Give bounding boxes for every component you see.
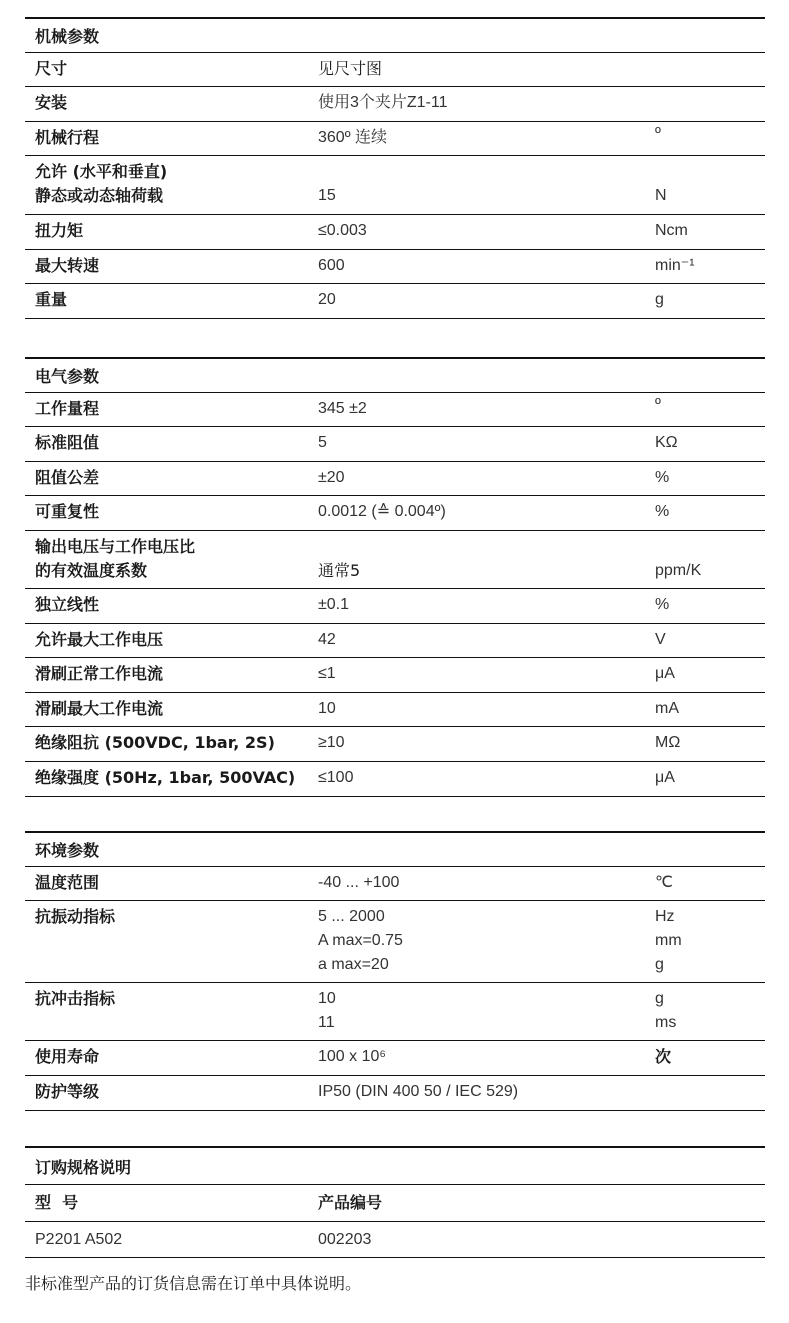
- param-label: 机械行程: [35, 128, 100, 147]
- param-unit: Ncm: [655, 222, 688, 239]
- param-value: IP50 (DIN 400 50 / IEC 529): [318, 1083, 519, 1100]
- param-label: 温度范围: [35, 873, 100, 892]
- model-number: P2201 A502: [35, 1231, 123, 1248]
- table-row: [25, 658, 765, 693]
- table-row: [25, 393, 765, 427]
- table-row: [25, 427, 765, 462]
- param-label: 工作量程: [35, 399, 100, 418]
- param-value: ≤100: [318, 769, 354, 786]
- param-label: 独立线性: [35, 595, 100, 614]
- param-unit: min⁻¹: [655, 257, 695, 274]
- param-unit: V: [655, 631, 666, 648]
- section-title: 电气参数: [35, 367, 100, 386]
- param-label-line1: 输出电压与工作电压比: [35, 537, 196, 556]
- param-value: 42: [318, 631, 336, 648]
- table-row: [25, 762, 765, 797]
- table-header-row: [25, 1185, 765, 1222]
- table-row: [25, 727, 765, 762]
- param-label: 绝缘强度 (50Hz, 1bar, 500VAC): [35, 768, 296, 787]
- param-label: 绝缘阻抗 (500VDC, 1bar, 2S): [35, 733, 275, 752]
- param-value: 10: [318, 700, 336, 717]
- product-code: 002203: [318, 1231, 372, 1248]
- table-row: [25, 1222, 765, 1258]
- table-row: [25, 496, 765, 531]
- section-title: 环境参数: [35, 841, 100, 860]
- param-value: 0.0012 (≙ 0.004º): [318, 503, 446, 520]
- param-label: 安装: [35, 93, 68, 112]
- table-row: [25, 284, 765, 319]
- table-row: [25, 589, 765, 624]
- param-label-line1: 允许 (水平和垂直): [35, 162, 168, 181]
- table-row: [25, 122, 765, 156]
- param-label: 尺寸: [35, 59, 68, 78]
- param-value: ±20: [318, 469, 345, 486]
- param-unit: g: [655, 990, 664, 1007]
- footer-note: 非标准型产品的订货信息需在订单中具体说明。: [25, 1274, 362, 1293]
- table-row: [25, 983, 765, 1041]
- param-unit: mm: [655, 932, 682, 949]
- table-row: [25, 87, 765, 122]
- section-header: [25, 357, 765, 393]
- mechanical-section: [25, 17, 765, 319]
- param-unit: ppm/K: [655, 562, 702, 579]
- param-unit: º: [655, 125, 661, 142]
- column-header-code: 产品编号: [318, 1193, 383, 1212]
- param-value: 见尺寸图: [318, 59, 383, 78]
- param-label: 扭力矩: [35, 221, 84, 240]
- table-row: [25, 1076, 765, 1111]
- param-label: 最大转速: [35, 256, 100, 275]
- param-label: 抗振动指标: [35, 907, 116, 926]
- table-row: [25, 693, 765, 727]
- table-row: [25, 462, 765, 496]
- param-value: 5: [318, 434, 327, 451]
- environment-section: [25, 831, 765, 1111]
- param-value: 5 ... 2000: [318, 908, 385, 925]
- param-value: 100 x 10⁶: [318, 1048, 386, 1065]
- param-unit: ms: [655, 1014, 677, 1031]
- param-unit: º: [655, 396, 661, 413]
- param-value: ≤0.003: [318, 222, 367, 239]
- param-value: 360º 连续: [318, 129, 387, 146]
- param-value: 使用3个夹片Z1-11: [318, 94, 448, 111]
- table-row: [25, 867, 765, 901]
- param-value: -40 ... +100: [318, 874, 400, 891]
- param-label: 抗冲击指标: [35, 989, 116, 1008]
- param-unit: mA: [655, 700, 679, 717]
- param-value: ±0.1: [318, 596, 350, 613]
- param-label: 阻值公差: [35, 468, 100, 487]
- section-title: 机械参数: [35, 27, 100, 46]
- table-row: [25, 531, 765, 589]
- section-header: [25, 1146, 765, 1185]
- table-row: [25, 250, 765, 284]
- table-row: [25, 53, 765, 87]
- table-row: [25, 215, 765, 250]
- param-label: 的有效温度系数: [35, 561, 148, 580]
- param-value: 通常5: [318, 561, 361, 580]
- param-label: 标准阻值: [35, 433, 100, 452]
- param-unit: ℃: [655, 874, 673, 891]
- param-unit: %: [655, 469, 670, 486]
- section-header: [25, 831, 765, 867]
- table-row: [25, 624, 765, 658]
- column-header-model: 型 号: [35, 1193, 79, 1212]
- param-label: 允许最大工作电压: [35, 630, 164, 649]
- param-value: 600: [318, 257, 345, 274]
- param-unit: %: [655, 503, 670, 520]
- param-unit: g: [655, 291, 664, 308]
- param-label: 滑刷正常工作电流: [35, 664, 164, 683]
- param-label: 静态或动态轴荷载: [35, 186, 164, 205]
- section-header: [25, 17, 765, 53]
- param-value: 345 ±2: [318, 400, 367, 417]
- param-value: 10: [318, 990, 336, 1007]
- param-label: 重量: [35, 290, 68, 309]
- param-value: 15: [318, 187, 336, 204]
- param-value: ≥10: [318, 734, 345, 751]
- table-row: [25, 901, 765, 983]
- param-unit: MΩ: [655, 734, 681, 751]
- param-unit: 次: [655, 1047, 672, 1066]
- param-value: 11: [318, 1014, 335, 1031]
- param-label: 防护等级: [35, 1082, 100, 1101]
- param-label: 滑刷最大工作电流: [35, 699, 164, 718]
- param-unit: μA: [655, 769, 675, 786]
- param-unit: g: [655, 956, 664, 973]
- param-value: 20: [318, 291, 336, 308]
- table-row: [25, 156, 765, 215]
- ordering-section: [25, 1146, 765, 1258]
- param-unit: Hz: [655, 908, 675, 925]
- electrical-section: [25, 357, 765, 797]
- param-unit: N: [655, 187, 667, 204]
- table-row: [25, 1041, 765, 1076]
- param-label: 可重复性: [35, 502, 100, 521]
- param-value: ≤1: [318, 665, 336, 682]
- param-value: A max=0.75: [318, 932, 403, 949]
- param-value: a max=20: [318, 956, 389, 973]
- section-title: 订购规格说明: [35, 1158, 132, 1177]
- param-unit: μA: [655, 665, 675, 682]
- param-unit: KΩ: [655, 434, 678, 451]
- param-unit: %: [655, 596, 670, 613]
- param-label: 使用寿命: [35, 1047, 100, 1066]
